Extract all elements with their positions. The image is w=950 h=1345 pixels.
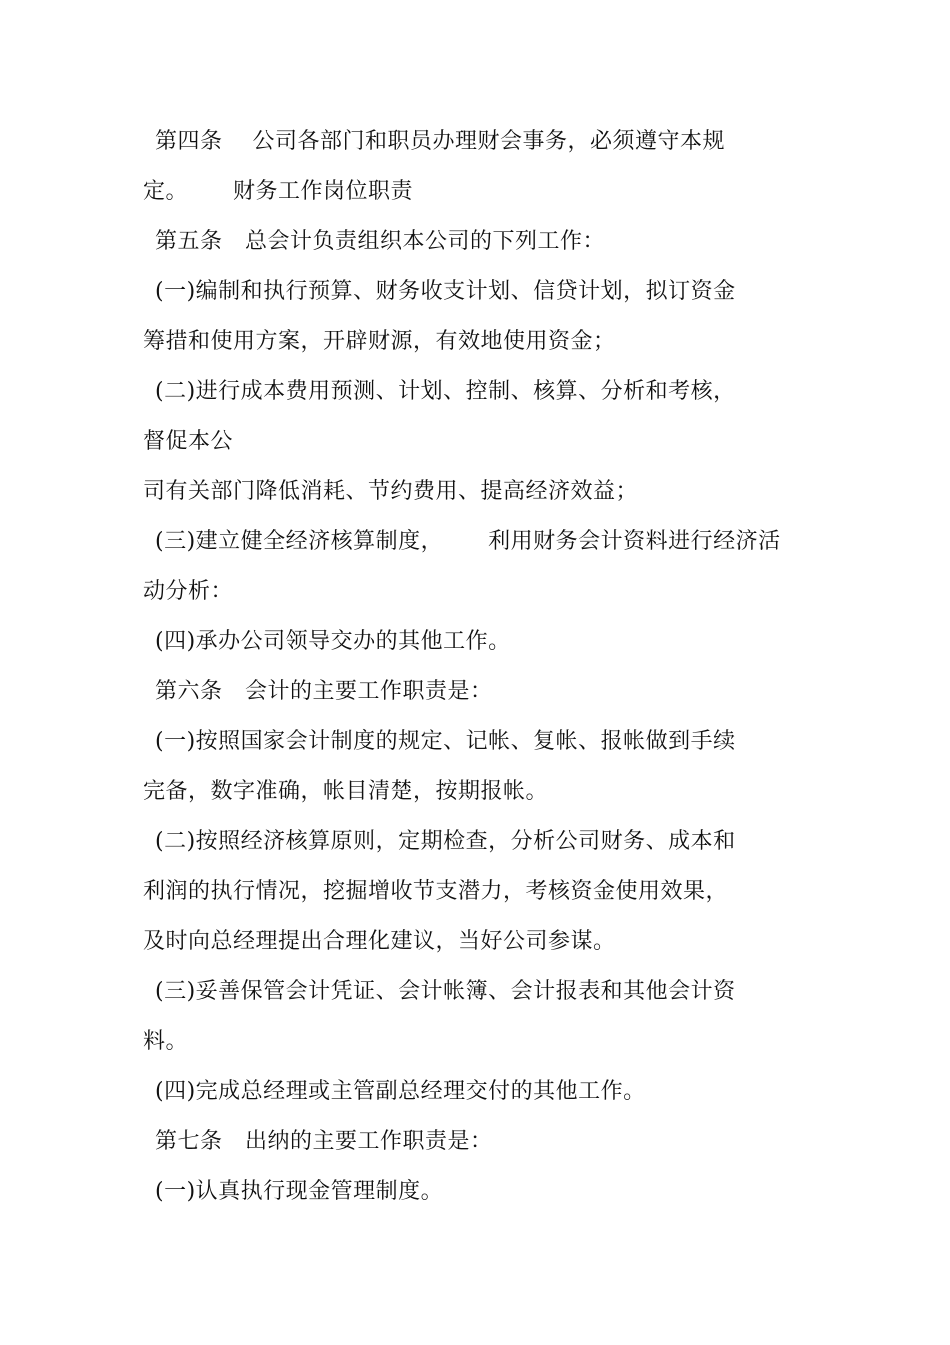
paragraph-line: 督促本公 (143, 429, 234, 454)
paragraph-line: 定。 财务工作岗位职责 (143, 179, 413, 204)
paragraph-line: 及时向总经理提出合理化建议，当好公司参谋。 (143, 929, 616, 954)
paragraph-line: 司有关部门降低消耗、节约费用、提高经济效益； (143, 479, 639, 504)
paragraph-line: 完备，数字准确，帐目清楚，按期报帐。 (143, 779, 549, 804)
paragraph-line: 筹措和使用方案，开辟财源，有效地使用资金； (143, 329, 616, 354)
paragraph-line: 第四条 公司各部门和职员办理财会事务，必须遵守本规 (155, 129, 725, 154)
paragraph-line: (一)按照国家会计制度的规定、记帐、复帐、报帐做到手续 (155, 729, 736, 754)
paragraph-line: (一)编制和执行预算、财务收支计划、信贷计划，拟订资金 (155, 279, 736, 304)
paragraph-line: (一)认真执行现金管理制度。 (155, 1179, 444, 1204)
paragraph-line: (二)进行成本费用预测、计划、控制、核算、分析和考核， (155, 379, 736, 404)
paragraph-line: (四)承办公司领导交办的其他工作。 (155, 629, 511, 654)
paragraph-line: (三)妥善保管会计凭证、会计帐簿、会计报表和其他会计资 (155, 979, 736, 1004)
paragraph-line: (四)完成总经理或主管副总经理交付的其他工作。 (155, 1079, 646, 1104)
paragraph-line: 第五条 总会计负责组织本公司的下列工作： (155, 229, 605, 254)
paragraph-line: (二)按照经济核算原则，定期检查，分析公司财务、成本和 (155, 829, 736, 854)
paragraph-line: (三)建立健全经济核算制度， 利用财务会计资料进行经济活 (155, 529, 781, 554)
paragraph-line: 料。 (143, 1029, 189, 1054)
paragraph-line: 第七条 出纳的主要工作职责是： (155, 1129, 493, 1154)
paragraph-line: 第六条 会计的主要工作职责是： (155, 679, 493, 704)
paragraph-line: 利润的执行情况，挖掘增收节支潜力，考核资金使用效果， (143, 879, 729, 904)
paragraph-line: 动分析： (143, 579, 234, 604)
